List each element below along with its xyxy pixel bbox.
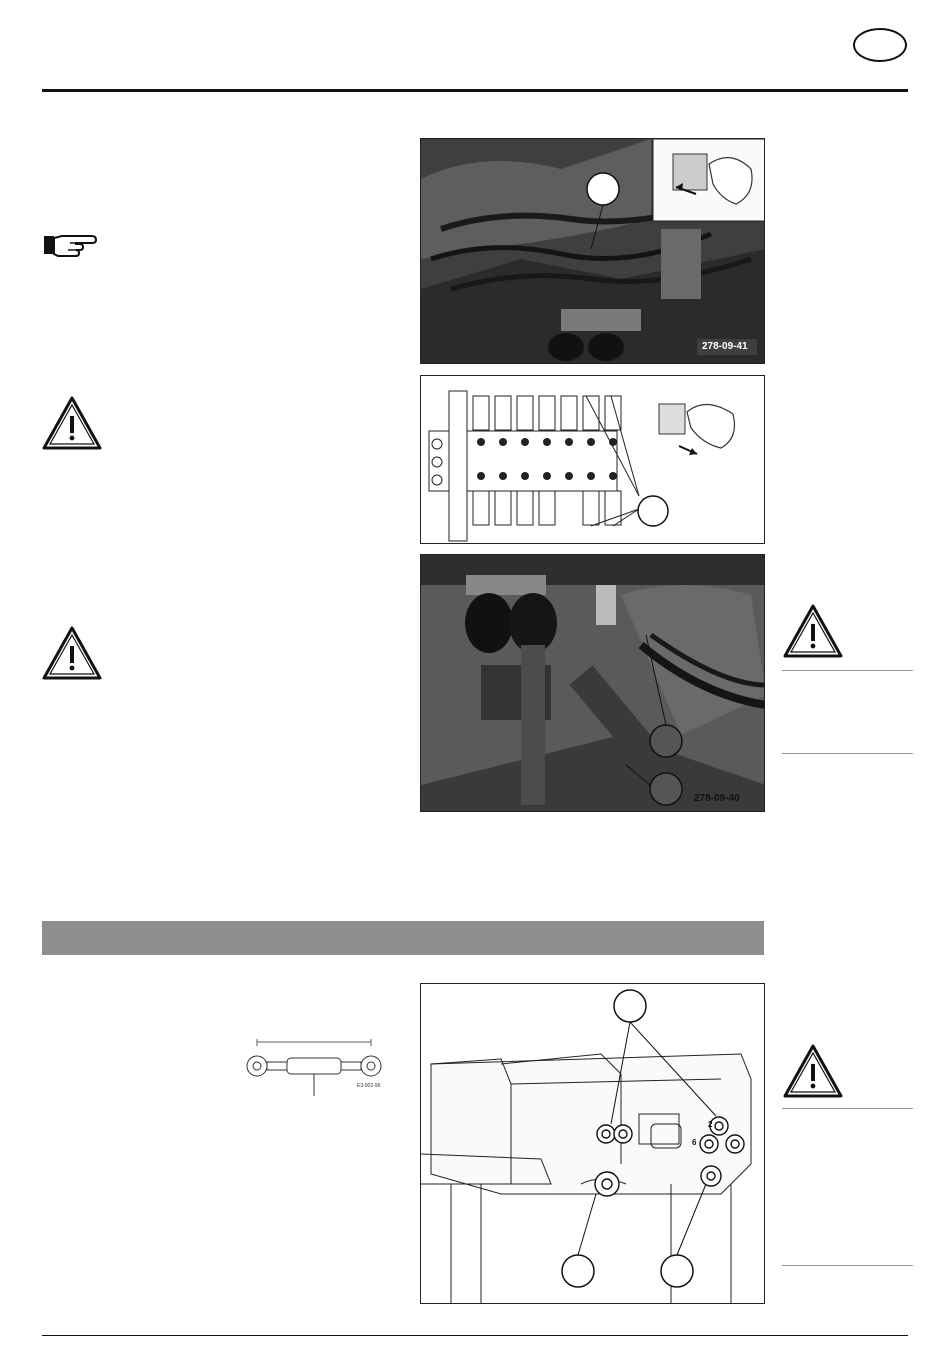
warning-triangle-icon <box>42 626 102 680</box>
warning-triangle-icon <box>42 396 102 450</box>
warning-triangle-icon <box>783 1044 843 1098</box>
coupling-schematic <box>420 983 765 1304</box>
footer-rule <box>42 1335 908 1336</box>
turnbuckle-caption: E3-002-96 <box>357 1083 381 1089</box>
port-number: 2 <box>708 1120 713 1129</box>
language-badge <box>853 28 907 62</box>
margin-rule <box>782 1265 913 1266</box>
header-rule <box>42 89 908 92</box>
margin-rule <box>782 1108 913 1109</box>
valve-block-diagram <box>420 375 765 544</box>
figure-code: 278-09-41 <box>702 341 748 352</box>
margin-rule <box>782 753 913 754</box>
pointing-hand-icon <box>42 230 98 260</box>
margin-rule <box>782 670 913 671</box>
turnbuckle-figure <box>243 1036 385 1098</box>
port-number: 6 <box>692 1138 697 1147</box>
hydraulic-photo-1 <box>420 138 765 364</box>
figure-code: 278-09-40 <box>694 793 740 804</box>
hydraulic-photo-3 <box>420 554 765 812</box>
section-header-bar <box>42 921 764 955</box>
warning-triangle-icon <box>783 604 843 658</box>
